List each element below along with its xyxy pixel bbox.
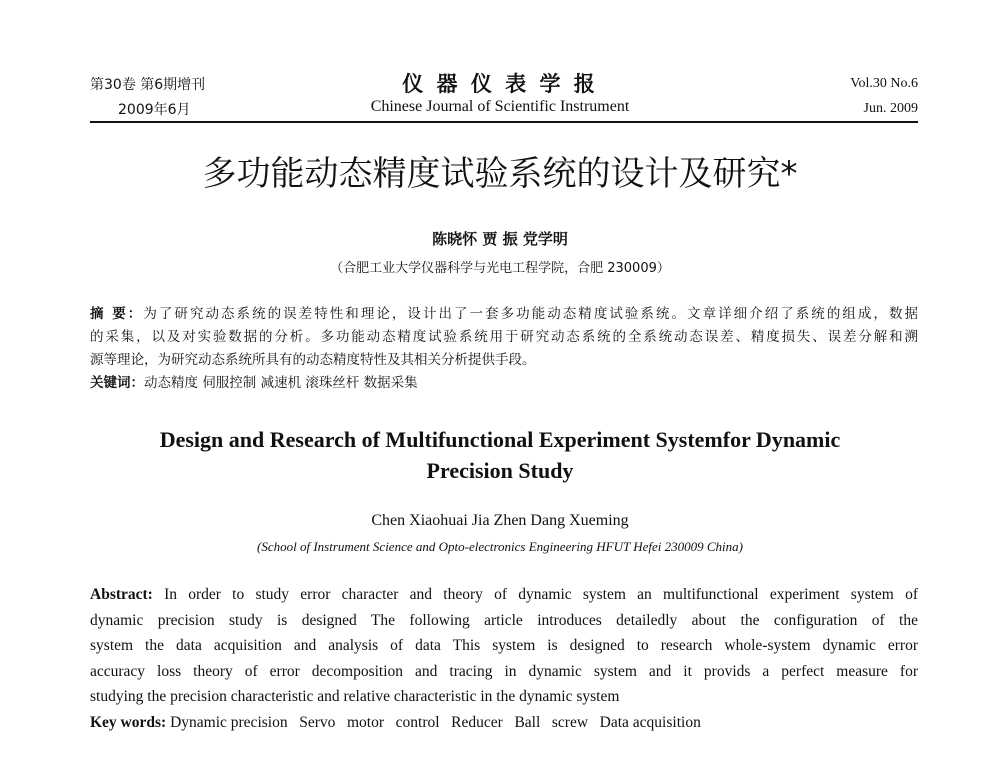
header-rule	[90, 121, 918, 123]
abstract-en-line: studying the precision characteristic and relative characteristic in the dynamic system	[90, 688, 620, 705]
paper-title-cn: 多功能动态精度试验系统的设计及研究*	[202, 154, 798, 194]
abstract-en-line: accuracy loss theory of error decomposition and tracing in dynamic system and it provids a perfect measure for	[90, 662, 918, 680]
keywords-cn: 动态精度 伺服控制 减速机 滚珠丝杆 数据采集	[144, 375, 418, 391]
journal-title-cn: 仪 器 仪 表 学 报	[402, 72, 598, 96]
abstract-en-line: system the data acquisition and analysis of data This system is designed to research whole-system dynamic error	[90, 637, 918, 654]
keywords-label-en: Key words:	[90, 713, 167, 731]
authors-cn: 陈晓怀 贾 振 党学明	[432, 230, 568, 248]
abstract-cn	[90, 303, 918, 395]
abstract-label-cn: 摘 要：	[90, 306, 144, 322]
paper-title-en-line: Design and Research of Multifunctional Experiment Systemfor Dynamic	[159, 427, 841, 452]
header-date-en: Jun. 2009	[863, 101, 918, 116]
paper-title-en	[0, 424, 1000, 486]
authors-en: Chen Xiaohuai Jia Zhen Dang Xueming	[371, 512, 629, 529]
affiliation-cn: （合肥工业大学仪器科学与光电工程学院，合肥 230009）	[330, 261, 670, 276]
abstract-en	[90, 582, 918, 735]
keywords-en: Dynamic precision Servo motor control Reducer Ball screw Data acquisition	[166, 713, 701, 731]
abstract-en-line: dynamic precision study is designed The following article introduces detailedly about the configuration of the	[90, 611, 918, 629]
abstract-cn-line: 为了研究动态系统的误差特性和理论，设计出了一套多功能动态精度试验系统。文章详细介绍了系统的组成，数据	[143, 306, 919, 322]
keywords-label-cn: 关键词：	[90, 375, 144, 391]
paper-title-en-line: Precision Study	[426, 458, 574, 483]
affiliation-en: (School of Instrument Science and Opto-electronics Engineering HFUT Hefei 230009 China)	[257, 539, 743, 554]
abstract-label-en: Abstract:	[90, 586, 153, 603]
abstract-cn-line: 源等理论，为研究动态系统所具有的动态精度特性及其相关分析提供手段。	[90, 352, 536, 368]
abstract-en-line: In order to study error character and theory of dynamic system an multifunctional experiment system of	[152, 586, 918, 603]
journal-title-en: Chinese Journal of Scientific Instrument	[370, 98, 630, 115]
header-volume-en: Vol.30 No.6	[850, 76, 918, 91]
header-date-cn: 2009年6月	[118, 102, 191, 118]
abstract-cn-line: 的采集，以及对实验数据的分析。多功能动态精度试验系统用于研究动态系统的全系统动态误差、精度损失、误差分解和溯	[90, 329, 918, 345]
header-volume-cn: 第30卷 第6期增刊	[90, 77, 206, 93]
